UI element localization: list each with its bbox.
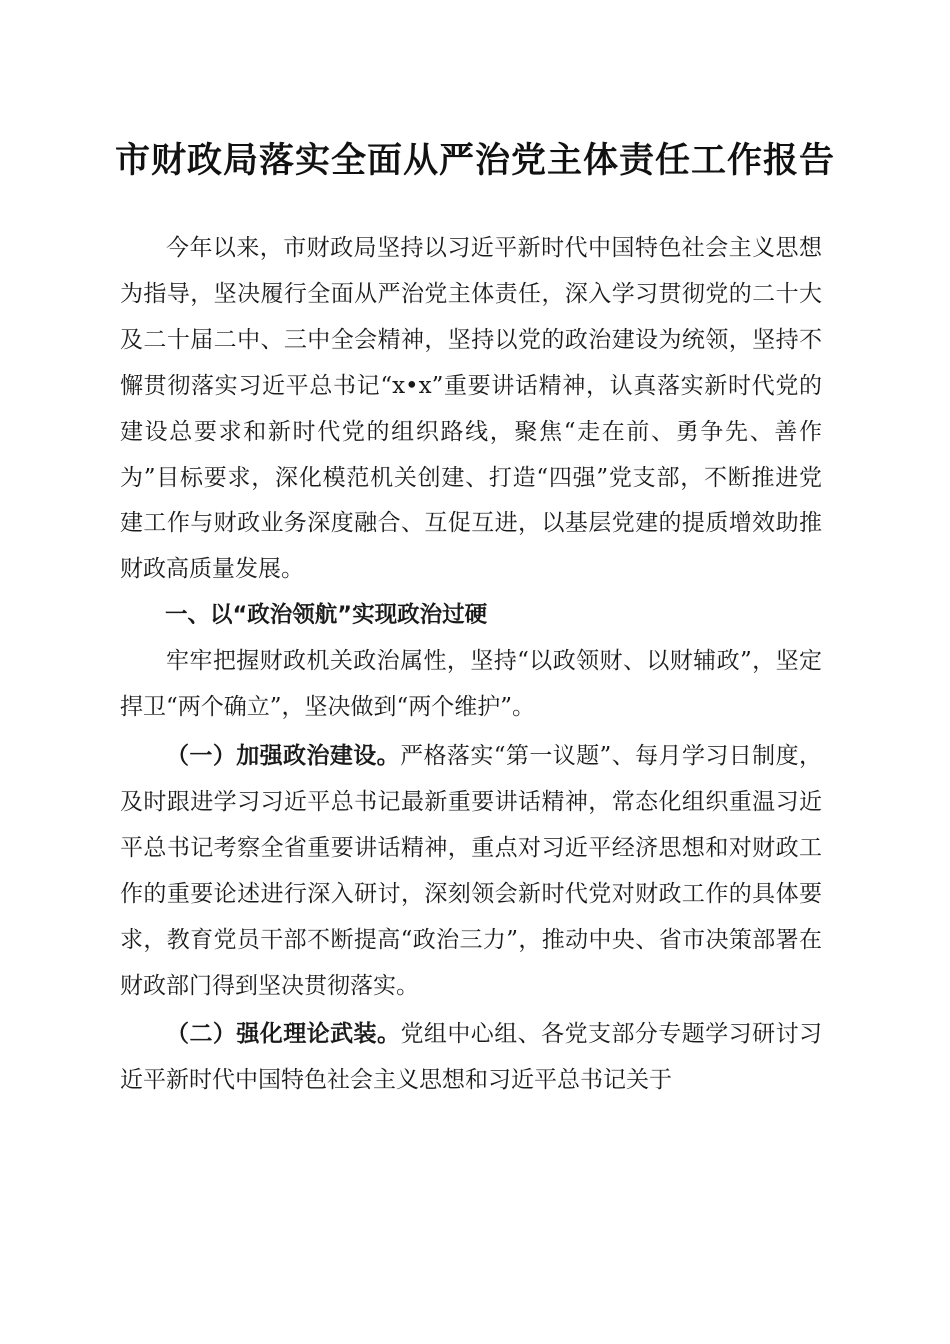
section-1-item-2 (120, 1011, 822, 1104)
section-1-summary: 牢牢把握财政机关政治属性，坚持“以政领财、以财辅政”，坚定捍卫“两个确立”，坚决做到“两个维护”。 (120, 648, 822, 721)
item-2-text: 党组中心组、各党支部分专题学习研讨习近平新时代中国特色社会主义思想和习近平总书记关于 (120, 1021, 823, 1094)
item-1-lead: （一）加强政治建设。 (166, 741, 401, 769)
section-1-heading: 一、以“政治领航”实现政治过硬 (165, 602, 488, 629)
intro-paragraph: 今年以来，市财政局坚持以习近平新时代中国特色社会主义思想为指导，坚决履行全面从严治党主体责任，深入学习贯彻党的二十大及二十届二中、三中全会精神，坚持以党的政治建设为统领，坚持不懈贯彻落实习近平总书记“x•x”重要讲话精神，认真落实新时代党的建设总要求和新时代党的组织路线，聚焦“走在前、勇争先、善作为”目标要求，深化模范机关创建、打造“四强”党支部，不断推进党建工作与财政业务深度融合、互促互进，以基层党建的提质增效助推财政高质量发展。 (120, 235, 822, 583)
document-body (120, 226, 822, 1104)
item-1-text: 严格落实“第一议题”、每月学习日制度，及时跟进学习习近平总书记最新重要讲话精神，常态化组织重温习近平总书记考察全省重要讲话精神，重点对习近平经济思想和对财政工作的重要论述进行深入研讨，深刻领会新时代党对财政工作的具体要求，教育党员干部不断提高“政治三力”，推动中央、省市决策部署在财政部门得到坚决贯彻落实。 (120, 742, 822, 999)
document-title: 市财政局落实全面从严治党主体责任工作报告 (114, 140, 835, 181)
item-2-lead: （二）强化理论武装。 (166, 1020, 401, 1048)
section-1-item-1 (120, 733, 822, 1009)
